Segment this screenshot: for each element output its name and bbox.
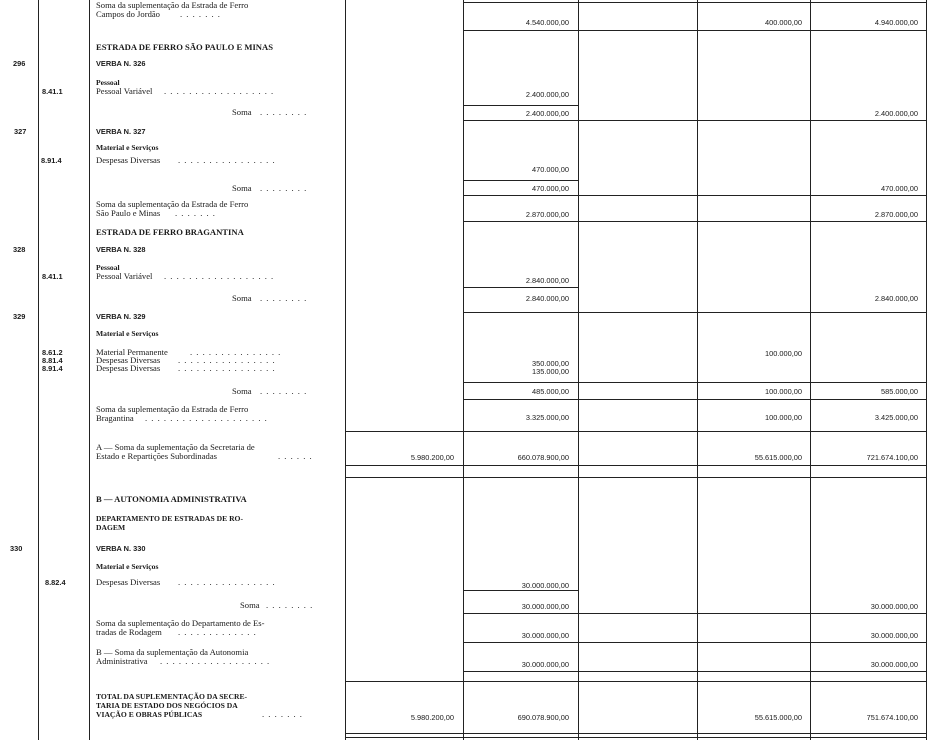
account-code: 8.41.1 [42,272,63,281]
amount-col6: 30.000.000,00 [870,602,918,611]
amount-col3: 3.325.000,00 [525,413,569,422]
account-code: 8.41.1 [42,87,63,96]
leader-dots: . . . . . . . . . . . . . . . . [178,355,276,365]
section-heading: ESTRADA DE FERRO SÃO PAULO E MINAS [96,42,273,52]
amount-col3: 350.000,00 [532,359,569,368]
amount-col3: 660.078.900,00 [517,453,569,462]
amount-col5: 100.000,00 [765,413,802,422]
amount-col6: 2.840.000,00 [874,294,918,303]
verba-label: VERBA N. 329 [96,312,146,321]
leader-dots: . . . . . . . . . . . . . . . . . . [164,86,275,96]
leader-dots: . . . . . . . . . . . . . [178,627,257,637]
row-description-cont: São Paulo e Minas [96,208,161,218]
amount-col6: 751.674.100,00 [866,713,918,722]
section-heading: DEPARTAMENTO DE ESTRADAS DE RO- [96,514,243,523]
leader-dots: . . . . . . . . . . . . . . . [190,347,282,357]
amount-col6: 2.400.000,00 [874,109,918,118]
row-rule [463,312,926,313]
row-rule [345,477,926,478]
row-rule [463,30,926,31]
amount-col3: 470.000,00 [532,184,569,193]
row-description: B — Soma da suplementação da Autonomia [96,647,249,657]
amount-col6: 585.000,00 [881,387,918,396]
leader-dots: . . . . . . . . [260,386,308,396]
row-description: Soma da suplementação da Estrada de Ferro [96,199,249,209]
row-rule [463,221,926,222]
row-description: Soma da suplementação do Departamento de Es- [96,618,265,628]
subheading: Pessoal [96,78,120,87]
verba-number: 328 [13,245,26,254]
subheading: Pessoal [96,263,120,272]
row-description-cont: Estado e Repartições Subordinadas [96,451,217,461]
row-rule [345,737,926,738]
row-description: Soma da suplementação da Estrada de Ferro [96,404,249,414]
amount-col3: 470.000,00 [532,165,569,174]
column-rule [463,0,464,740]
amount-col5: 55.615.000,00 [754,453,802,462]
amount-col3: 135.000,00 [532,367,569,376]
row-description: Despesas Diversas [96,155,161,165]
leader-dots: . . . . . . . . . . . . . . . . [178,155,276,165]
amount-col5: 100.000,00 [765,387,802,396]
column-rule [578,0,579,740]
row-rule [345,733,926,734]
row-description-cont: Administrativa [96,656,148,666]
amount-col3: 2.840.000,00 [525,294,569,303]
column-rule [89,0,90,740]
row-description-cont: Bragantina [96,413,134,423]
amount-col3: 30.000.000,00 [521,581,569,590]
verba-label: VERBA N. 330 [96,544,146,553]
leader-dots: . . . . . . . [180,9,221,19]
amount-col6: 30.000.000,00 [870,631,918,640]
row-rule [463,287,578,288]
soma-label: Soma [232,183,252,193]
total-description: TOTAL DA SUPLEMENTAÇÃO DA SECRE- [96,692,248,701]
amount-col6: 2.870.000,00 [874,210,918,219]
row-description: Despesas Diversas [96,363,161,373]
row-description: Pessoal Variável [96,271,153,281]
row-rule [463,642,926,643]
amount-col6: 3.425.000,00 [874,413,918,422]
soma-label: Soma [232,293,252,303]
row-rule [463,195,926,196]
amount-col2: 5.980.200,00 [410,713,454,722]
total-description-cont: VIAÇÃO E OBRAS PÚBLICAS [96,710,203,719]
account-code: 8.91.4 [42,364,63,373]
amount-col6: 470.000,00 [881,184,918,193]
verba-label: VERBA N. 326 [96,59,146,68]
row-rule [463,399,926,400]
leader-dots: . . . . . . . [262,709,303,719]
leader-dots: . . . . . . . . . . . . . . . . . . . . [145,413,268,423]
account-code: 8.91.4 [41,156,62,165]
total-description-cont: TARIA DE ESTADO DOS NEGÓCIOS DA [96,701,238,710]
leader-dots: . . . . . . . . [266,600,314,610]
column-rule [697,0,698,740]
amount-col5: 400.000,00 [765,18,802,27]
leader-dots: . . . . . . . . . . . . . . . . [178,577,276,587]
row-rule [345,681,926,682]
amount-col5: 55.615.000,00 [754,713,802,722]
verba-number: 296 [13,59,26,68]
leader-dots: . . . . . . [278,451,313,461]
leader-dots: . . . . . . . . . . . . . . . . . . [164,271,275,281]
row-rule [463,105,578,106]
verba-label: VERBA N. 327 [96,127,146,136]
amount-col3: 485.000,00 [532,387,569,396]
column-rule [345,0,346,740]
soma-label: Soma [232,107,252,117]
amount-col3: 2.400.000,00 [525,90,569,99]
section-heading-cont: DAGEM [96,523,126,532]
account-code: 8.82.4 [45,578,66,587]
row-rule [345,431,926,432]
subheading: Material e Serviços [96,329,159,338]
row-rule [463,671,926,672]
row-description-cont: tradas de Rodagem [96,627,162,637]
verba-label: VERBA N. 328 [96,245,146,254]
soma-label: Soma [232,386,252,396]
row-description: Despesas Diversas [96,355,161,365]
row-rule [463,382,926,383]
soma-label: Soma [240,600,260,610]
amount-col6: 4.940.000,00 [874,18,918,27]
amount-col6: 30.000.000,00 [870,660,918,669]
amount-col3: 2.870.000,00 [525,210,569,219]
row-rule [463,120,926,121]
row-description: A — Soma da suplementação da Secretaria de [96,442,255,452]
amount-col3: 2.840.000,00 [525,276,569,285]
amount-col3: 30.000.000,00 [521,602,569,611]
column-rule [810,0,811,740]
leader-dots: . . . . . . . [175,208,216,218]
column-rule [926,0,927,740]
row-description-cont: Campos do Jordão [96,9,160,19]
row-rule [463,180,578,181]
leader-dots: . . . . . . . . . . . . . . . . [178,363,276,373]
row-description: Soma da suplementação da Estrada de Ferro [96,0,249,10]
leader-dots: . . . . . . . . [260,107,308,117]
section-heading: B — AUTONOMIA ADMINISTRATIVA [96,494,247,504]
amount-col3: 4.540.000,00 [525,18,569,27]
amount-col5: 100.000,00 [765,349,802,358]
row-rule [345,465,926,466]
amount-col3: 30.000.000,00 [521,660,569,669]
section-heading: ESTRADA DE FERRO BRAGANTINA [96,227,244,237]
row-description: Despesas Diversas [96,577,161,587]
amount-col6: 721.674.100,00 [866,453,918,462]
account-code: 8.81.4 [42,356,63,365]
amount-col3: 30.000.000,00 [521,631,569,640]
account-code: 8.61.2 [42,348,63,357]
row-rule [463,590,578,591]
subheading: Material e Serviços [96,562,159,571]
verba-number: 330 [10,544,23,553]
row-rule [463,613,926,614]
leader-dots: . . . . . . . . [260,293,308,303]
verba-number: 327 [14,127,27,136]
verba-number: 329 [13,312,26,321]
subheading: Material e Serviços [96,143,159,152]
amount-col3: 2.400.000,00 [525,109,569,118]
row-description: Pessoal Variável [96,86,153,96]
amount-col2: 5.980.200,00 [410,453,454,462]
column-rule [38,0,39,740]
row-description: Material Permanente [96,347,168,357]
leader-dots: . . . . . . . . [260,183,308,193]
leader-dots: . . . . . . . . . . . . . . . . . . [160,656,271,666]
amount-col3: 690.078.900,00 [517,713,569,722]
row-rule [463,2,926,3]
